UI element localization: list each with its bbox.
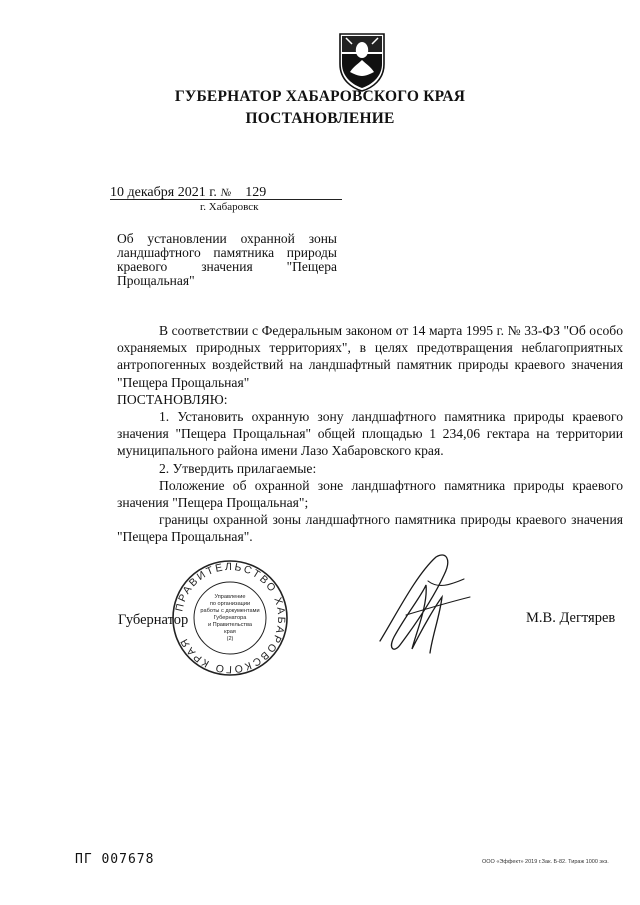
form-serial-number: ПГ 007678 — [75, 852, 155, 867]
document-type-title: ПОСТАНОВЛЕНИЕ — [245, 110, 395, 127]
document-number: 129 — [245, 185, 267, 200]
printer-imprint: ООО «Эффект» 2019 г.Зак. Б-82. Тираж 1000 экз. — [482, 859, 609, 865]
authority-title: ГУБЕРНАТОР ХАБАРОВСКОГО КРАЯ — [174, 88, 466, 105]
stamp-line: и Правительства — [208, 622, 252, 628]
signatory-position: Губернатор — [118, 612, 189, 628]
official-stamp-icon — [170, 558, 290, 678]
stamp-line: края — [224, 629, 236, 635]
stamp-line: Управление — [214, 594, 246, 600]
stamp-line: работы с документами — [200, 608, 260, 614]
city-name: г. Хабаровск — [200, 201, 259, 213]
item-1-paragraph: 1. Установить охранную зону ландшафтного памятника природы краевого значения "Пещера Прощальная" общей площадью 1 234,06 гектара на территории муниципального района имени Лазо Хабаровского края. — [117, 409, 623, 459]
item-2a-paragraph: Положение об охранной зоне ландшафтного памятника природы краевого значения "Пещера Прощальная"; — [117, 477, 623, 511]
stamp-ring-text: ПРАВИТЕЛЬСТВО ХАБАРОВСКОГО КРАЯ — [173, 560, 288, 676]
stamp-line: (2) — [226, 636, 234, 642]
item-2b-paragraph: границы охранной зоны ландшафтного памятника природы краевого значения "Пещера Прощальная". — [117, 512, 623, 545]
coat-of-arms-icon — [336, 30, 388, 92]
signatory-name: М.В. Дегтярев — [526, 610, 616, 626]
stamp-line: по организации — [209, 601, 251, 607]
preamble-paragraph: В соответствии с Федеральным законом от 14 марта 1995 г. № 33-ФЗ "Об особо охраняемых природных территориях", в целях предотвращения неблагоприятных антропогенных воздействий на ландшафтный памятник природы краевого значения "Пещера Прощальная" — [117, 323, 623, 390]
stamp-line: Губернатора — [213, 615, 247, 621]
item-2-paragraph: 2. Утвердить прилагаемые: — [159, 460, 317, 476]
document-subject: Об установлении охранной зоны ландшафтного памятника природы краевого значения "Пещера Прощальная" — [117, 231, 337, 288]
date-underline — [110, 199, 342, 200]
document-body — [117, 322, 623, 546]
resolve-heading: ПОСТАНОВЛЯЮ: — [117, 391, 228, 407]
number-label: № — [220, 187, 232, 199]
handwritten-signature-icon — [366, 545, 476, 665]
document-date: 10 декабря 2021 г. — [110, 185, 217, 200]
